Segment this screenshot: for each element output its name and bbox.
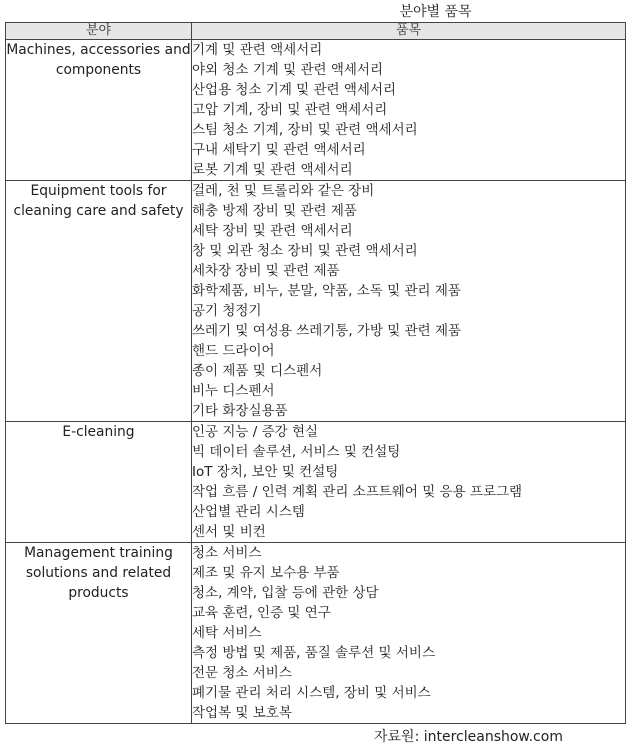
list-item: 해충 방제 장비 및 관련 제품 — [192, 203, 357, 219]
list-item: 인공 지능 / 증강 현실 — [192, 424, 319, 440]
header-row — [6, 23, 626, 40]
category-cell: Machines, accessories and components — [6, 40, 192, 181]
list-item: 로봇 기계 및 관련 액세서리 — [192, 162, 353, 178]
list-item: 고압 기계, 장비 및 관련 액세서리 — [192, 102, 388, 118]
list-item: 제조 및 유지 보수용 부품 — [192, 565, 340, 581]
table-row — [6, 181, 626, 422]
list-item: 측정 방법 및 제품, 품질 솔루션 및 서비스 — [192, 645, 435, 661]
category-cell: Equipment tools for cleaning care and safety — [6, 181, 192, 422]
list-item: 빅 데이터 솔루션, 서비스 및 컨설팅 — [192, 444, 401, 460]
caption-text: 분야별 품목 — [399, 4, 472, 20]
list-item: 구내 세탁기 및 관련 액세서리 — [192, 142, 366, 158]
table-row — [6, 543, 626, 724]
category-cell: Management training solutions and related products — [6, 543, 192, 724]
list-item: 세탁 장비 및 관련 액세서리 — [192, 223, 353, 239]
items-cell — [192, 422, 626, 543]
header-category: 분야 — [6, 23, 192, 40]
list-item: 기계 및 관련 액세서리 — [192, 42, 323, 58]
items-cell — [192, 40, 626, 181]
source-note: 자료원: intercleanshow.com — [374, 729, 563, 745]
list-item: 야외 청소 기계 및 관련 액세서리 — [192, 62, 383, 78]
list-item: 공기 청정기 — [192, 303, 262, 319]
list-item: 종이 제품 및 디스펜서 — [192, 363, 323, 379]
category-table — [5, 22, 626, 724]
list-item: 산업별 관리 시스템 — [192, 504, 305, 520]
list-item: 청소 서비스 — [192, 545, 262, 561]
list-item: 전문 청소 서비스 — [192, 665, 292, 681]
list-item: 핸드 드라이어 — [192, 343, 275, 359]
items-cell — [192, 543, 626, 724]
list-item: 세차장 장비 및 관련 제품 — [192, 263, 340, 279]
list-item: 쓰레기 및 여성용 쓰레기통, 가방 및 관련 제품 — [192, 323, 462, 339]
table-row — [6, 40, 626, 181]
items-cell — [192, 181, 626, 422]
table-caption — [0, 3, 635, 21]
list-item: 걸레, 천 및 트롤리와 같은 장비 — [192, 183, 375, 199]
list-item: 작업복 및 보호복 — [192, 705, 292, 721]
list-item: 화학제품, 비누, 분말, 약품, 소독 및 관리 제품 — [192, 283, 461, 299]
table-row — [6, 422, 626, 543]
list-item: 폐기물 관리 처리 시스템, 장비 및 서비스 — [192, 685, 431, 701]
list-item: 비누 디스펜서 — [192, 383, 275, 399]
list-item: 작업 흐름 / 인력 계획 관리 소프트웨어 및 응용 프로그램 — [192, 484, 523, 500]
list-item: 세탁 서비스 — [192, 625, 262, 641]
list-item: 스팀 청소 기계, 장비 및 관련 액세서리 — [192, 122, 418, 138]
list-item: 기타 화장실용품 — [192, 403, 288, 419]
category-cell: E-cleaning — [6, 422, 192, 543]
header-items: 품목 — [192, 23, 626, 40]
list-item: 산업용 청소 기계 및 관련 액세서리 — [192, 82, 397, 98]
list-item: 교육 훈련, 인증 및 연구 — [192, 605, 331, 621]
list-item: 청소, 계약, 입찰 등에 관한 상담 — [192, 585, 379, 601]
list-item: 창 및 외관 청소 장비 및 관련 액세서리 — [192, 243, 418, 259]
list-item: IoT 장치, 보안 및 컨설팅 — [192, 464, 339, 480]
list-item: 센서 및 비컨 — [192, 524, 266, 540]
